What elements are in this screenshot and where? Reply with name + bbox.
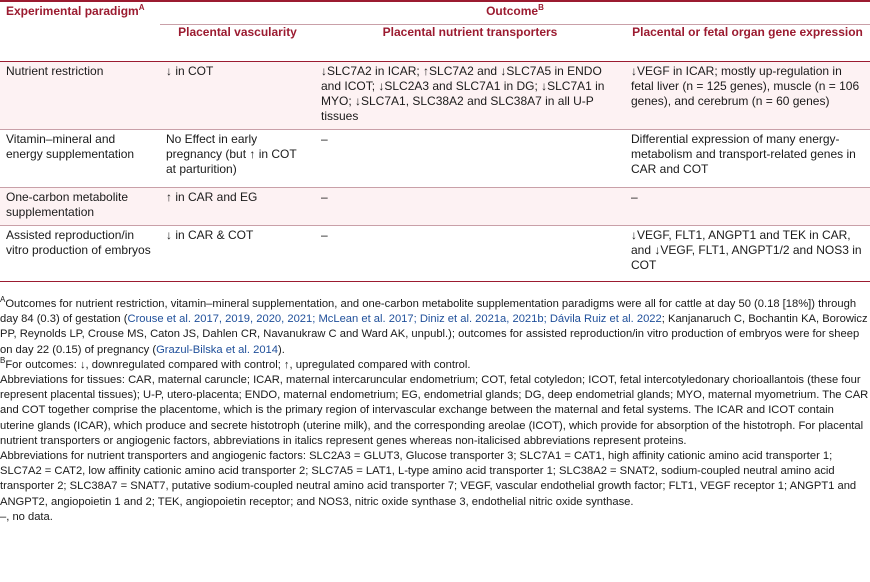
- cell-expression: –: [625, 188, 870, 226]
- cell-expression: ↓VEGF in ICAR; mostly up-regulation in fetal liver (n = 125 genes), muscle (n = 106 genes), and cerebrum (n = 60 genes): [625, 62, 870, 130]
- outcomes-table: [0, 2, 870, 282]
- cell-paradigm: Assisted reproduction/in vitro production of embryos: [0, 226, 160, 282]
- table-row: [0, 130, 870, 188]
- footnote-no-data: –, no data.: [0, 510, 53, 523]
- cell-expression: ↓VEGF, FLT1, ANGPT1 and TEK in CAR, and ↓VEGF, FLT1, ANGPT1/2 and NOS3 in COT: [625, 226, 870, 282]
- cell-transporters: ↓SLC7A2 in ICAR; ↑SLC7A2 and ↓SLC7A5 in ENDO and ICOT; ↓SLC2A3 and SLC7A1 in DG; ↓SLC7A1 in MYO; ↓SLC7A1, SLC38A2 and SLC38A7 in all U-P tissues: [315, 62, 625, 130]
- cell-vascularity: ↓ in CAR & COT: [160, 226, 315, 282]
- cell-transporters: –: [315, 226, 625, 282]
- table-row: [0, 226, 870, 282]
- cell-expression: Differential expression of many energy-metabolism and transport-related genes in CAR and COT: [625, 130, 870, 188]
- cell-paradigm: One-carbon metabolite supplementation: [0, 188, 160, 226]
- header-outcome: Outcome$^B$: [160, 2, 870, 25]
- footnote-a: $^A$Outcomes for nutrient restriction, vitamin–mineral supplementation, and one-carbon metabolite supplementation paradigms were all for cattle at day 50 (0.18 [18%]) through day 84 (0.3) of gestation (Crouse et al. 2017, 2019, 2020, 2021; McLean et al. 2017; Diniz et al. 2021a, 2021b; Dávila Ruiz et al. 2022; Kanjanaruch C, Bochantin KA, Borowicz PP, Reynolds LP, Crouse MS, Caton JS, Dahlen CR, Navanukraw C and Ward AK, unpubl.); outcomes for assisted reproduction/in vitro production of embryos were for sheep on day 22 (0.15) of pregnancy (Grazul-Bilska et al. 2014).: [0, 295, 868, 356]
- table-footnotes: [0, 297, 870, 525]
- citation-link[interactable]: Crouse et al. 2017, 2019, 2020, 2021; McLean et al. 2017; Diniz et al. 2021a, 2021b; Dávila Ruiz et al. 2022: [127, 313, 662, 326]
- cell-transporters: –: [315, 188, 625, 226]
- table-row: [0, 188, 870, 226]
- table-row: [0, 62, 870, 130]
- cell-paradigm: Vitamin–mineral and energy supplementation: [0, 130, 160, 188]
- cell-vascularity: ↓ in COT: [160, 62, 315, 130]
- cell-transporters: –: [315, 130, 625, 188]
- citation-link[interactable]: Grazul-Bilska et al. 2014: [156, 343, 278, 356]
- cell-vascularity: No Effect in early pregnancy (but ↑ in COT at parturition): [160, 130, 315, 188]
- header-placental-vascularity: Placental vascularity: [160, 25, 315, 62]
- footnote-tissue-abbreviations: Abbreviations for tissues: CAR, maternal caruncle; ICAR, maternal intercaruncular endometrium; COT, fetal cotyledon; ICOT, fetal intercotyledonary chorioallantois (these four represent placental tissues); U-P, utero-placenta; ENDO, maternal endometrium; EG, endometrial glands; DG, deep endometrial glands; MYO, maternal myometrium. The CAR and COT together comprise the placentome, which is the primary region of intervascular exchange between the maternal and fetal systems. The ICAR and ICOT contain uterine glands (ICAR), which produce and secrete histotroph (uterine milk), and the corresponding areolae (ICOT), which provide for absorption of the histotroph. For placental nutrient transporters or angiogenic factors, abbreviations in italics represent genes whereas non-italicised abbreviations represent proteins.: [0, 374, 869, 447]
- header-nutrient-transporters: Placental nutrient transporters: [315, 25, 625, 62]
- cell-vascularity: ↑ in CAR and EG: [160, 188, 315, 226]
- header-experimental-paradigm: Experimental paradigm$^A$: [0, 2, 160, 62]
- header-gene-expression: Placental or fetal organ gene expression: [625, 25, 870, 62]
- cell-paradigm: Nutrient restriction: [0, 62, 160, 130]
- footnote-transporter-abbreviations: Abbreviations for nutrient transporters and angiogenic factors: SLC2A3 = GLUT3, Glucose transporter 3; SLC7A1 = CAT1, high affinity cationic amino acid transporter 1; SLC7A2 = CAT2, low affinity cationic amino acid transporter 2; SLC7A5 = LAT1, L-type amino acid transporter 1; SLC38A2 = SNAT2, sodium-coupled neutral amino acid transporter 2; SLC38A7 = SNAT7, putative sodium-coupled neutral amino acid transporter 7; VEGF, vascular endothelial growth factor; FLT1, VEGF receptor 1; ANGPT1 and ANGPT2, angiopoietin 1 and 2; TEK, angiopoietin receptor; and NOS3, nitric oxide synthase 3, endothelial nitric oxide synthase.: [0, 450, 857, 508]
- header-row-1: [0, 2, 870, 25]
- footnote-b: $^B$For outcomes: ↓, downregulated compared with control; ↑, upregulated compared with control.: [0, 355, 471, 371]
